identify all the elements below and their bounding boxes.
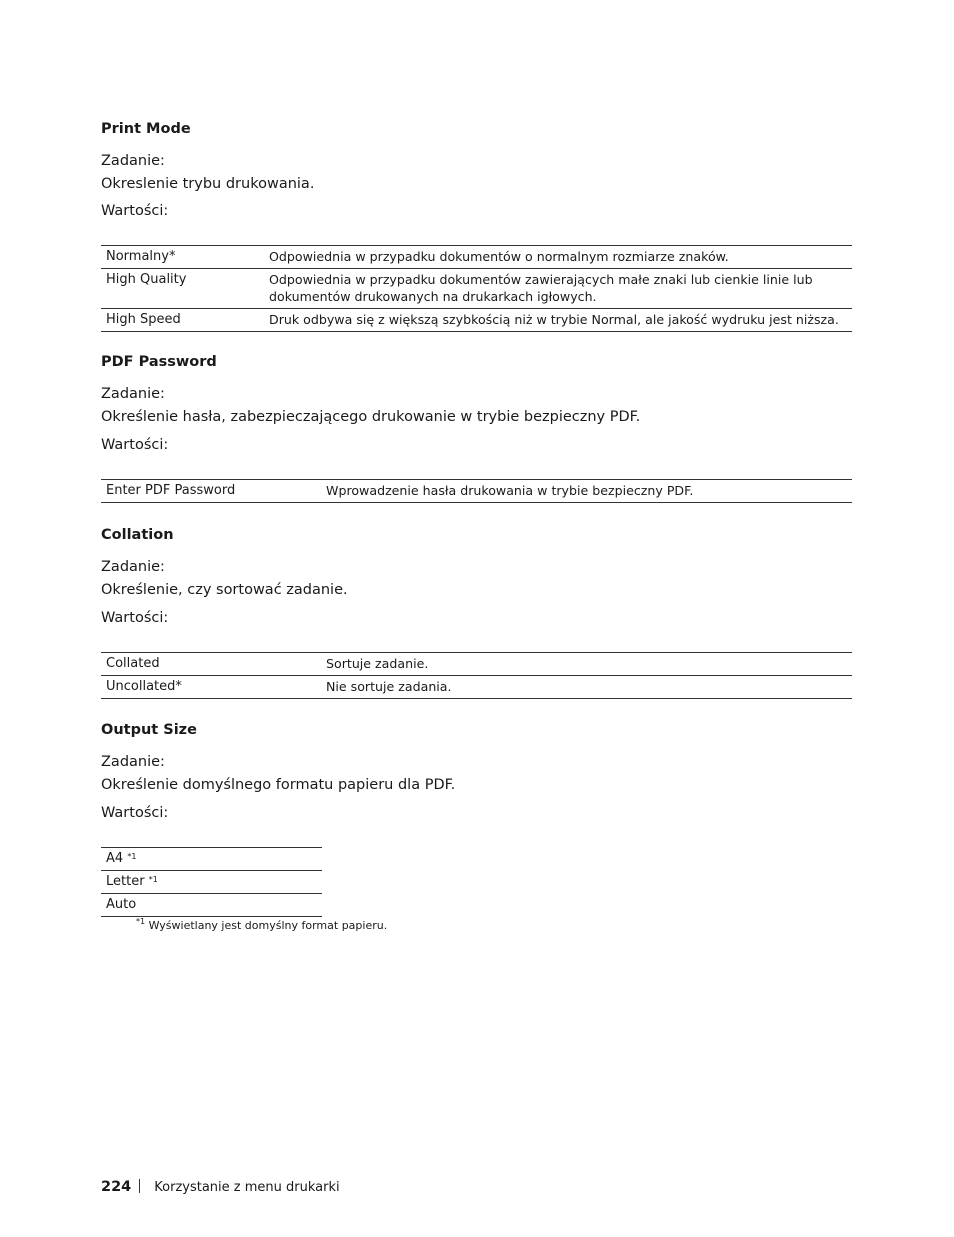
value-text: A4 xyxy=(106,851,124,866)
value-cell: Uncollated* xyxy=(101,676,321,699)
task-description: Określenie hasła, zabezpieczającego drukowanie w trybie bezpieczny PDF. xyxy=(101,409,641,425)
table-row xyxy=(101,309,852,332)
values-table-pdf-password xyxy=(101,479,852,503)
footnote-ref: *1 xyxy=(148,875,158,884)
description-cell: Wprowadzenie hasła drukowania w trybie bezpieczny PDF. xyxy=(321,480,852,503)
task-description: Okreslenie trybu drukowania. xyxy=(101,176,315,192)
description-cell: Druk odbywa się z większą szybkością niż w trybie Normal, ale jakość wydruku jest niższa. xyxy=(264,309,852,332)
table-row xyxy=(101,676,852,699)
description-cell: Nie sortuje zadania. xyxy=(321,676,852,699)
page-footer xyxy=(101,1179,340,1195)
description-cell: Odpowiednia w przypadku dokumentów zawierających małe znaki lub cienkie linie lub dokumentów drukowanych na drukarkach igłowych. xyxy=(264,269,852,309)
values-label: Wartości: xyxy=(101,610,169,626)
value-cell: High Speed xyxy=(101,309,264,332)
description-cell: Sortuje zadanie. xyxy=(321,653,852,676)
table-row xyxy=(101,871,322,894)
value-cell: Collated xyxy=(101,653,321,676)
section-title-print-mode: Print Mode xyxy=(101,121,191,137)
table-row xyxy=(101,894,322,917)
task-description: Określenie, czy sortować zadanie. xyxy=(101,582,348,598)
table-row xyxy=(101,480,852,503)
section-title-pdf-password: PDF Password xyxy=(101,354,217,370)
value-text: Letter xyxy=(106,874,145,889)
task-label: Zadanie: xyxy=(101,559,165,575)
value-cell xyxy=(101,848,322,871)
table-row xyxy=(101,848,322,871)
value-cell xyxy=(101,894,322,917)
task-label: Zadanie: xyxy=(101,153,165,169)
value-text: Auto xyxy=(106,897,137,912)
footnote-ref: *1 xyxy=(127,852,137,861)
value-cell: Enter PDF Password xyxy=(101,480,321,503)
values-label: Wartości: xyxy=(101,805,169,821)
value-cell: Normalny* xyxy=(101,246,264,269)
table-row xyxy=(101,653,852,676)
page-number: 224 xyxy=(101,1179,132,1195)
section-title-output-size: Output Size xyxy=(101,722,197,738)
value-cell: High Quality xyxy=(101,269,264,309)
values-table-output-size xyxy=(101,847,322,917)
footer-divider xyxy=(139,1179,140,1193)
values-table-collation xyxy=(101,652,852,699)
values-table-print-mode xyxy=(101,245,852,332)
footnote xyxy=(136,919,387,932)
value-cell xyxy=(101,871,322,894)
description-cell: Odpowiednia w przypadku dokumentów o normalnym rozmiarze znaków. xyxy=(264,246,852,269)
table-row xyxy=(101,269,852,309)
footnote-text: Wyświetlany jest domyślny format papieru. xyxy=(148,919,388,932)
task-description: Określenie domyślnego formatu papieru dla PDF. xyxy=(101,777,456,793)
values-label: Wartości: xyxy=(101,437,169,453)
chapter-title: Korzystanie z menu drukarki xyxy=(154,1180,340,1195)
task-label: Zadanie: xyxy=(101,754,165,770)
values-label: Wartości: xyxy=(101,203,169,219)
task-label: Zadanie: xyxy=(101,386,165,402)
section-title-collation: Collation xyxy=(101,527,174,543)
footnote-mark: *1 xyxy=(136,917,146,926)
table-row xyxy=(101,246,852,269)
